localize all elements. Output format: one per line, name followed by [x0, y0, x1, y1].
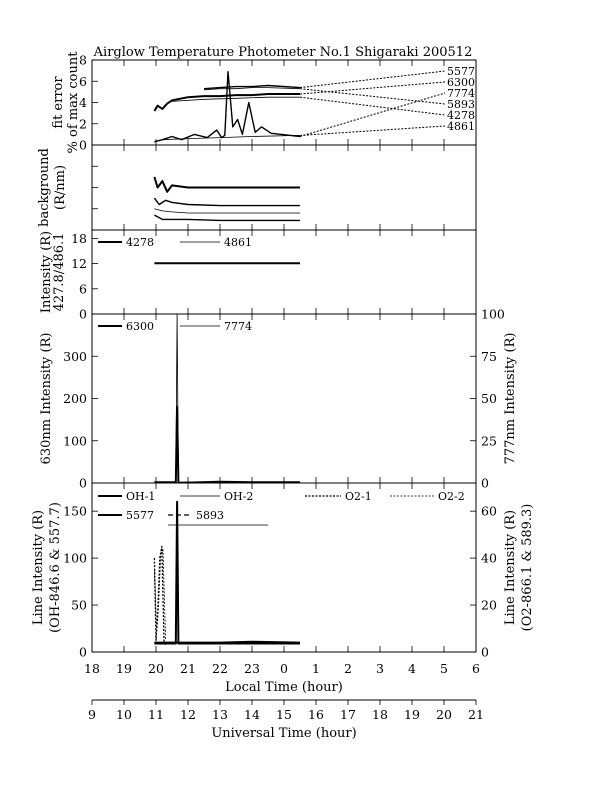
y-axis-label-line: fit error [51, 76, 66, 129]
x-tick-label-ut: 19 [404, 707, 420, 722]
panel-line-intensity [31, 483, 535, 660]
x-axis-label-ut: Universal Time (hour) [211, 726, 357, 741]
y-tick-label: 0 [79, 137, 87, 153]
x-tick-label-ut: 16 [308, 707, 324, 722]
y-axis-label-left-line: Line Intensity (R) [31, 509, 46, 626]
x-tick-label-ut: 17 [340, 707, 356, 722]
series-line [154, 198, 300, 206]
x-axis-label-local: Local Time (hour) [225, 680, 343, 695]
y2-tick-label: 75 [481, 348, 497, 364]
series-7774 [154, 314, 300, 482]
series-7774 [154, 72, 300, 142]
series-line [154, 177, 300, 192]
y-tick-label: 100 [63, 433, 87, 449]
x-tick-label-local: 22 [212, 661, 228, 676]
y-axis-label-left [39, 333, 54, 465]
y-axis-label-left [31, 502, 63, 633]
y2-tick-label: 25 [481, 433, 497, 449]
x-tick-label-ut: 13 [212, 707, 228, 722]
y-tick-label: 150 [63, 503, 87, 519]
y-tick-label: 200 [63, 391, 87, 406]
series-OH-1 [154, 502, 300, 644]
x-tick-label-local: 5 [440, 661, 448, 676]
x-tick-label-ut: 20 [436, 707, 452, 722]
y-axis-label-right-line: (O2-866.1 & 589.3) [520, 503, 535, 632]
legend-connector-4278 [300, 97, 445, 115]
x-tick-label-local: 19 [116, 661, 132, 676]
y-axis-label-left-line: (OH-846.6 & 557.7) [48, 502, 63, 633]
y-tick-label: 0 [79, 644, 87, 660]
legend-connector-5893 [300, 89, 445, 104]
x-tick-label-local: 2 [344, 661, 352, 676]
y-axis-label-line: background [37, 148, 52, 227]
series-5577 [154, 642, 300, 643]
y-axis-label [51, 51, 81, 154]
x-tick-label-local: 6 [472, 661, 480, 676]
x-tick-label-local: 4 [408, 661, 416, 676]
legend-connector-6300 [300, 82, 445, 94]
y-axis-label-line: Intensity (R) [39, 230, 54, 314]
y2-tick-label: 0 [481, 475, 489, 491]
x-tick-label-local: 3 [376, 661, 384, 676]
panel-fit-error [51, 51, 476, 154]
x-tick-label-local: 1 [312, 661, 320, 676]
legend-label-OH-2: OH-2 [224, 490, 254, 503]
series-line [154, 209, 300, 213]
legend-label-7774: 7774 [447, 87, 475, 100]
panels [31, 51, 535, 660]
legend-label-5893: 5893 [447, 98, 475, 111]
y-tick-label: 8 [79, 52, 87, 68]
y-axis-label-right [503, 333, 518, 465]
legend-connector-5577 [300, 71, 445, 88]
panel-intensity-4278-4861 [39, 230, 476, 322]
x-axes [84, 661, 484, 741]
panel-frame [92, 314, 476, 483]
y-axis-label-right [503, 504, 535, 632]
y-axis-label-right-line: 777nm Intensity (R) [503, 332, 518, 465]
x-tick-label-local: 23 [244, 661, 260, 676]
y-axis-label-left-line: 630nm Intensity (R) [39, 332, 54, 465]
y-tick-label: 18 [71, 230, 87, 246]
legend-label-5577: 5577 [126, 509, 154, 522]
x-tick-label-local: 21 [180, 661, 196, 676]
x-tick-label-ut: 18 [372, 707, 388, 722]
y-tick-label: 300 [63, 348, 87, 364]
y-axis-label-line: (R/nm) [53, 164, 68, 211]
y-axis-label [37, 148, 68, 227]
legend-label-7774: 7774 [224, 320, 252, 333]
y-tick-label: 50 [71, 597, 87, 613]
legend-label-6300: 6300 [447, 76, 475, 89]
legend-label-O2-1: O2-1 [345, 490, 372, 503]
y2-tick-label: 50 [481, 391, 497, 406]
y-axis-label-right-line: Line Intensity (R) [503, 509, 518, 626]
x-tick-label-ut: 9 [88, 707, 96, 722]
panel-frame [92, 60, 476, 145]
y2-tick-label: 20 [481, 597, 497, 613]
series-4861 [162, 135, 300, 139]
y-tick-label: 0 [79, 306, 87, 322]
panel-background [37, 145, 476, 230]
panel-intensity-6300-7774 [39, 307, 518, 491]
legend-label-OH-1: OH-1 [126, 490, 156, 503]
x-tick-label-local: 20 [148, 661, 164, 676]
series-line [154, 215, 300, 220]
x-tick-label-ut: 14 [244, 707, 260, 722]
x-tick-label-local: 0 [280, 661, 288, 676]
y-tick-label: 0 [79, 475, 87, 491]
x-tick-label-ut: 21 [468, 707, 484, 722]
chart-title: Airglow Temperature Photometer No.1 Shigaraki 200512 [93, 45, 473, 60]
x-tick-label-ut: 11 [148, 707, 164, 722]
y-axis-label [39, 231, 67, 313]
legend-label-5577: 5577 [447, 65, 475, 78]
y-tick-label: 4 [79, 95, 87, 110]
legend-label-4278: 4278 [126, 236, 154, 249]
x-tick-label-ut: 10 [116, 707, 132, 722]
series-O2-1 [154, 546, 165, 645]
x-tick-label-ut: 15 [276, 707, 292, 722]
legend-label-6300: 6300 [126, 320, 154, 333]
legend-label-5893: 5893 [196, 509, 224, 522]
y2-tick-label: 100 [481, 306, 505, 322]
y-tick-label: 2 [79, 116, 87, 132]
y-tick-label: 12 [71, 256, 87, 272]
y2-tick-label: 60 [481, 503, 497, 519]
legend-label-O2-2: O2-2 [438, 490, 465, 503]
y-tick-label: 6 [79, 281, 87, 297]
y2-tick-label: 0 [481, 644, 489, 660]
x-tick-label-ut: 12 [180, 707, 196, 722]
legend-label-4861: 4861 [447, 120, 475, 133]
y-tick-label: 6 [79, 73, 87, 89]
y-axis-label-line: % of max count [66, 51, 81, 154]
legend-label-4861: 4861 [224, 236, 252, 249]
y-tick-label: 100 [63, 550, 87, 566]
y-axis-label-line: 427.8/486.1 [52, 232, 67, 312]
x-tick-label-local: 18 [84, 661, 100, 676]
y2-tick-label: 40 [481, 550, 497, 566]
legend-connector-4861 [300, 126, 445, 135]
legend-label-4278: 4278 [447, 109, 475, 122]
